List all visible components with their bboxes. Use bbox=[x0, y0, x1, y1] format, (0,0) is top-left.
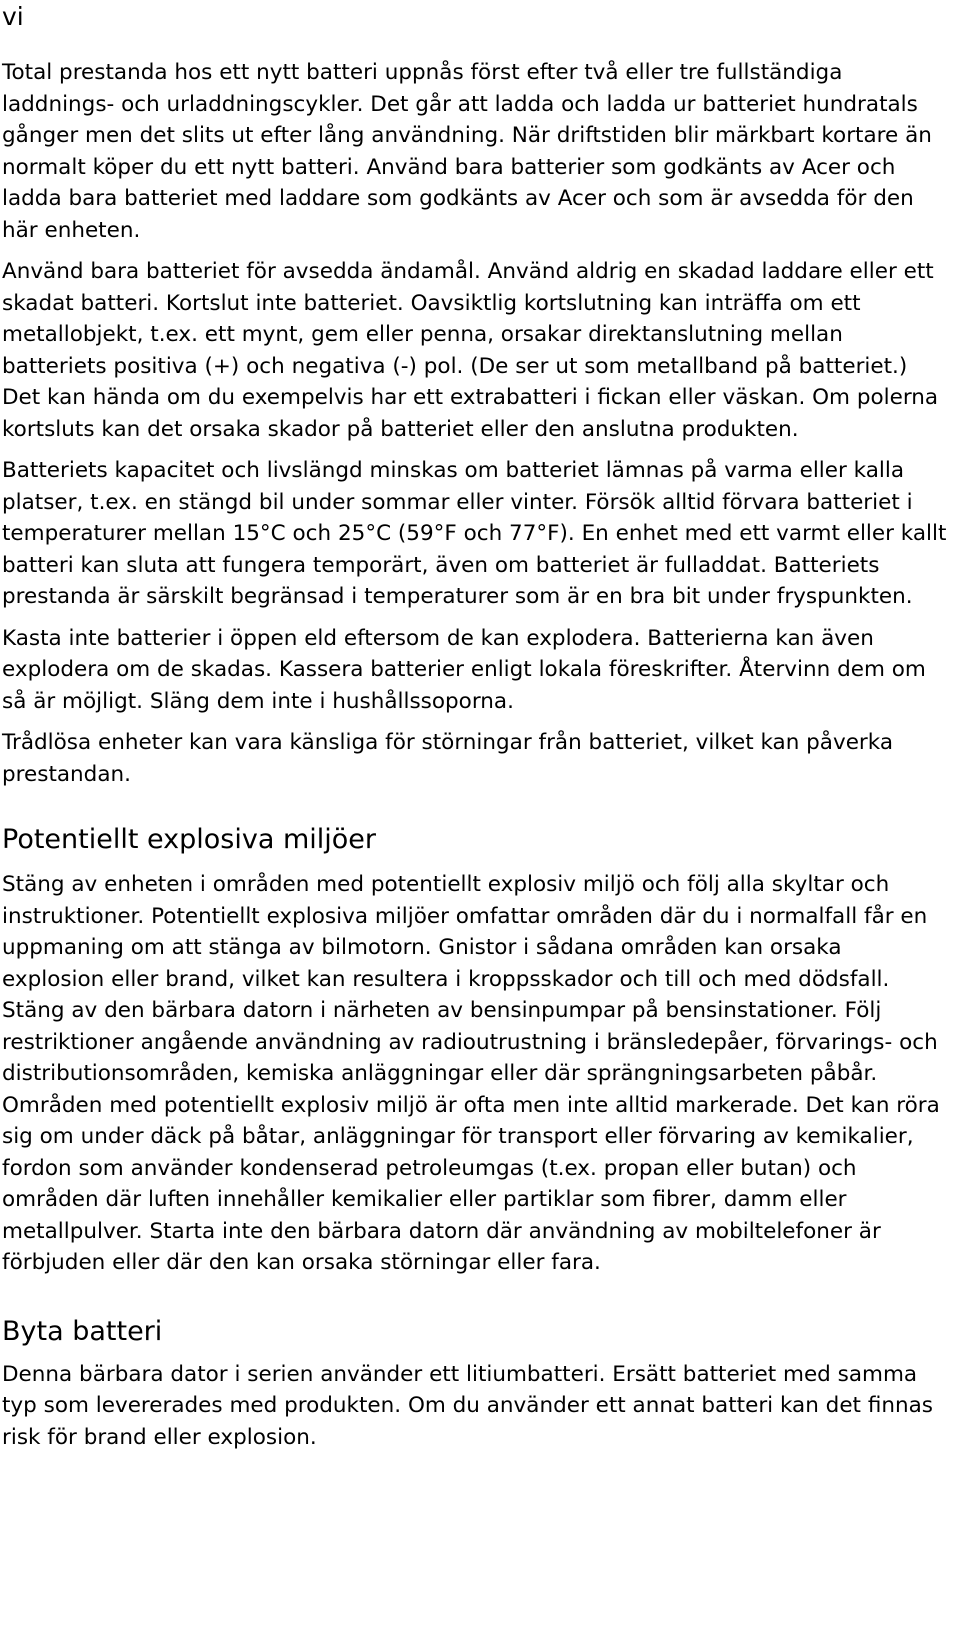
paragraph-battery-short-circuit: Använd bara batteriet för avsedda ändamål. Använd aldrig en skadad laddare eller ett skadat batteri. Kortslut inte batteriet. Oavsiktlig kortslutning kan inträffa om ett metallobjekt, t.ex. ett mynt, gem eller penna, orsakar direktanslutning mellan batteriets positiva (+) och negativa (-) pol. (De ser ut som metallband på batteriet.) Det kan hända om du exempelvis har ett extrabatteri i fickan eller väskan. Om polerna kortsluts kan det orsaka skador på batteriet eller den anslutna produkten. bbox=[2, 259, 939, 442]
paragraph-wireless-interference: Trådlösa enheter kan vara känsliga för störningar från batteriet, vilket kan påverka prestandan. bbox=[2, 730, 894, 787]
paragraph-battery-temperature: Batteriets kapacitet och livslängd minskas om batteriet lämnas på varma eller kalla platser, t.ex. en stängd bil under sommar eller vinter. Försök alltid förvara batteriet i temperaturer mellan 15°C och 25°C (59°F och 77°F). En enhet med ett varmt eller kallt batteri kan sluta att fungera temporärt, även om batteriet är fulladdat. Batteriets prestanda är särskilt begränsad i temperaturer som är en bra bit under fryspunkten. bbox=[2, 458, 947, 609]
section-heading-battery-replacement: Byta batteri bbox=[2, 1315, 163, 1347]
explosive-environments-section bbox=[2, 823, 950, 1279]
battery-care-section bbox=[2, 57, 950, 790]
paragraph-battery-replacement: Denna bärbara dator i serien använder ett litiumbatteri. Ersätt batteriet med samma typ som levererades med produkten. Om du använder ett annat batteri kan det finnas risk för brand eller explosion. bbox=[2, 1361, 933, 1450]
page-number: vi bbox=[2, 2, 24, 31]
battery-replacement-section bbox=[2, 1315, 950, 1454]
paragraph-battery-disposal: Kasta inte batterier i öppen eld eftersom de kan explodera. Batterierna kan även explodera om de skadas. Kassera batterier enligt lokala föreskrifter. Återvinn dem om så är möjligt. Släng dem inte i hushållssoporna. bbox=[2, 625, 926, 714]
page-content bbox=[2, 57, 950, 1463]
paragraph-battery-performance: Total prestanda hos ett nytt batteri uppnås först efter två eller tre fullständiga laddnings- och urladdningscykler. Det går att ladda och ladda ur batteriet hundratals gånger men det slits ut efter lång användning. När driftstiden blir märkbart kortare än normalt köper du ett nytt batteri. Använd bara batterier som godkänts av Acer och ladda bara batteriet med laddare som godkänts av Acer och som är avsedda för den här enheten. bbox=[2, 60, 932, 243]
section-heading-explosive-environments: Potentiellt explosiva miljöer bbox=[2, 824, 377, 855]
paragraph-explosive-environments: Stäng av enheten i områden med potentiellt explosiv miljö och följ alla skyltar och instruktioner. Potentiellt explosiva miljöer omfattar områden där du i normalfall får en uppmaning om att stänga av bilmotorn. Gnistor i sådana områden kan orsaka explosion eller brand, vilket kan resultera i kroppsskador och till och med dödsfall. Stäng av den bärbara datorn i närheten av bensinpumpar på bensinstationer. Följ restriktioner angående användning av radioutrustning i bränsledepåer, förvarings- och distributionsområden, kemiska anläggningar eller där sprängningsarbeten påbår. Områden med potentiellt explosiv miljö är ofta men inte alltid markerade. Det kan röra sig om under däck på båtar, anläggningar för transport eller förvaring av kemikalier, fordon som använder kondenserad petroleumgas (t.ex. propan eller butan) och områden där luften innehåller kemikalier eller partiklar som fibrer, damm eller metallpulver. Starta inte den bärbara datorn där användning av mobiltelefoner är förbjuden eller där den kan orsaka störningar eller fara. bbox=[2, 872, 940, 1275]
